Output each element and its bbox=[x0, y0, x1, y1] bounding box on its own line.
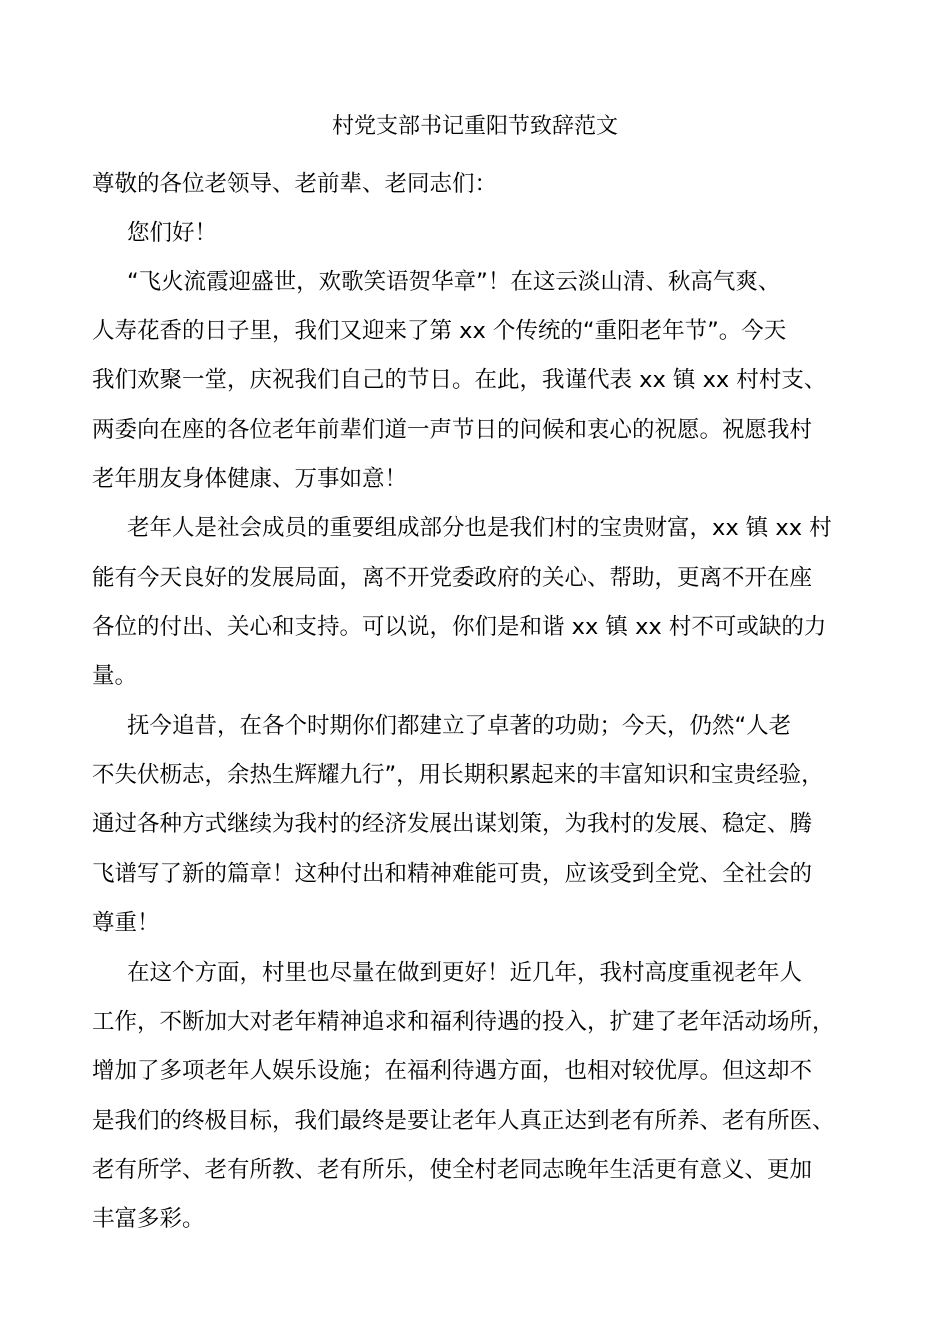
paragraph-line: 老有所学、老有所教、老有所乐，使全村老同志晚年生活更有意义、更加 bbox=[92, 1157, 813, 1183]
paragraph-line: 量。 bbox=[92, 663, 138, 689]
paragraph-line: 是我们的终极目标，我们最终是要让老年人真正达到老有所养、老有所医、 bbox=[92, 1108, 835, 1134]
paragraph-line: 能有今天良好的发展局面，离不开党委政府的关心、帮助，更离不开在座 bbox=[92, 565, 813, 591]
salutation-line: 尊敬的各位老领导、老前辈、老同志们： bbox=[92, 171, 498, 197]
paragraph-line: 抚今追昔，在各个时期你们都建立了卓著的功勋；今天，仍然“人老 bbox=[127, 713, 792, 739]
paragraph-line: 工作，不断加大对老年精神追求和福利待遇的投入，扩建了老年活动场所， bbox=[92, 1009, 835, 1035]
paragraph-line: 人寿花香的日子里，我们又迎来了第 xx 个传统的“重阳老年节”。今天 bbox=[92, 318, 787, 344]
document-title: 村党支部书记重阳节致辞范文 bbox=[331, 114, 618, 139]
paragraph-line: 丰富多彩。 bbox=[92, 1206, 205, 1232]
paragraph-line: 不失伏枥志，余热生辉耀九行”，用长期积累起来的丰富知识和宝贵经验， bbox=[92, 762, 824, 788]
paragraph-line: 尊重！ bbox=[92, 910, 160, 936]
greeting-line: 您们好！ bbox=[127, 220, 218, 246]
paragraph-line: “飞火流霞迎盛世，欢歌笑语贺华章”！在这云淡山清、秋高气爽、 bbox=[127, 269, 781, 295]
paragraph-line: 两委向在座的各位老年前辈们道一声节日的问候和衷心的祝愿。祝愿我村 bbox=[92, 417, 813, 443]
paragraph-line: 增加了多项老年人娱乐设施；在福利待遇方面，也相对较优厚。但这却不 bbox=[92, 1058, 813, 1084]
paragraph-line: 我们欢聚一堂，庆祝我们自己的节日。在此，我谨代表 xx 镇 xx 村村支、 bbox=[92, 367, 827, 393]
paragraph-line: 在这个方面，村里也尽量在做到更好！近几年，我村高度重视老年人 bbox=[127, 960, 803, 986]
paragraph-line: 通过各种方式继续为我村的经济发展出谋划策，为我村的发展、稳定、腾 bbox=[92, 811, 813, 837]
paragraph-line: 飞谱写了新的篇章！这种付出和精神难能可贵，应该受到全党、全社会的 bbox=[92, 861, 813, 887]
paragraph-line: 老年朋友身体健康、万事如意！ bbox=[92, 466, 408, 492]
paragraph-line: 老年人是社会成员的重要组成部分也是我们村的宝贵财富，xx 镇 xx 村 bbox=[127, 515, 832, 541]
paragraph-line: 各位的付出、关心和支持。可以说，你们是和谐 xx 镇 xx 村不可或缺的力 bbox=[92, 614, 827, 640]
